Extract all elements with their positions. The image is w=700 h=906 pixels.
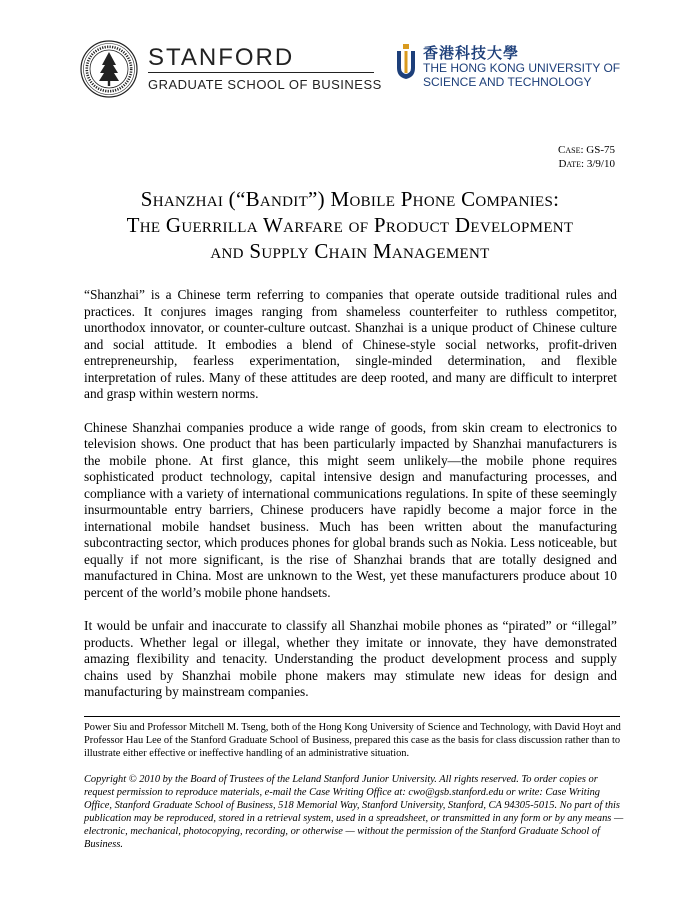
copyright-notice: Copyright © 2010 by the Board of Trustees of the Leland Stanford Junior University. All rights reserved. To order copies or request permission to reproduce materials, e-mail the Case Writing Office at: cwo@gsb.stanford.edu or write: Case Writing Office, Stanford Graduate School of Business, 518 Memorial Way, Stanford University, Stanford, CA 94305-5015. No part of this publication may be reproduced, stored in a retrieval system, used in a spreadsheet, or transmitted in any form or by any means — electronic, mechanical, photocopying, recording, or otherwise — without the permission of the Stanford Graduate School of Business. bbox=[84, 774, 624, 850]
date-label: Date: bbox=[558, 158, 585, 170]
case-info bbox=[558, 143, 615, 171]
paragraph-2: Chinese Shanzhai companies produce a wide range of goods, from skin cream to electronics to television shows. One product that has been particularly impacted by Shanzhai manufacturers is the mobile phone. At first glance, this might seem unlikely—the mobile phone requires sophisticated product technology, capital intensive design and manufacturing processes, and compliance with a variety of international communications regulations. In spite of these seemingly insurmountable entry barriers, Chinese producers have rapidly become a major force in the international mobile handset business. Much has been written about the manufacturing subcontracting sector, which produces phones for global brands such as Nokia. Less noticeable, but equally if not more significant, is the rise of Shanzhai brands that are totally designed and manufactured in China. Most are unknown to the West, yet these manufacturers produce about 10 percent of the world’s mobile phone handsets. bbox=[84, 419, 617, 600]
case-label: Case: bbox=[558, 144, 584, 156]
case-date-row bbox=[558, 157, 615, 171]
stanford-seal-icon bbox=[80, 40, 138, 98]
case-number-row bbox=[558, 143, 615, 157]
paragraph-3: It would be unfair and inaccurate to classify all Shanzhai mobile phones as “pirated” or “illegal” products. Whether legal or illegal, whether they imitate or innovate, they have demonstrated amazing flexibility and tenacity. Understanding the product development process and supply chains used by Shanzhai mobile phone makers may stimulate new ideas for design and manufacturing by mainstream companies. bbox=[84, 618, 617, 699]
case-number: GS-75 bbox=[586, 144, 615, 156]
footnote-divider bbox=[84, 716, 620, 717]
hkust-name-line1: THE HONG KONG UNIVERSITY OF bbox=[423, 61, 621, 75]
paragraph-1: “Shanzhai” is a Chinese term referring to companies that operate outside traditional rules and practices. It conjures images ranging from shameless counterfeiter to ruthless competitor, unorthodox innovator, or counter-culture outcast. Shanzhai is a unique product of Chinese culture and social attitude. It embodies a blend of Chinese-style social networks, profit-driven entrepreneurship, fearless experimentation, single-minded determination, and flexible interpretation of rules. Many of these attitudes are deep rooted, and many are difficult to interpret and grasp within western norms. bbox=[84, 287, 617, 401]
title-line-1: Shanzhai (“Bandit”) Mobile Phone Companies: bbox=[140, 187, 560, 211]
stanford-name: STANFORD bbox=[148, 44, 295, 71]
document-title bbox=[80, 186, 620, 264]
title-line-2: The Guerrilla Warfare of Product Development bbox=[126, 213, 574, 237]
page-header bbox=[80, 40, 620, 100]
hkust-name-line2: SCIENCE AND TECHNOLOGY bbox=[423, 75, 592, 89]
case-date: 3/9/10 bbox=[586, 158, 615, 170]
stanford-subtitle: GRADUATE SCHOOL OF BUSINESS bbox=[148, 77, 382, 92]
title-line-3: and Supply Chain Management bbox=[210, 239, 490, 263]
body-text bbox=[84, 287, 617, 718]
stanford-divider bbox=[148, 72, 374, 73]
hkust-logo-icon bbox=[395, 44, 417, 80]
hkust-chinese-name: 香港科技大學 bbox=[423, 44, 520, 62]
authors-credit: Power Siu and Professor Mitchell M. Tseng, both of the Hong Kong University of Science and Technology, with David Hoyt and Professor Hau Lee of the Stanford Graduate School of Business, prepared this case as the basis for class discussion rather than to illustrate either effective or ineffective handling of an administrative situation. bbox=[84, 722, 621, 759]
